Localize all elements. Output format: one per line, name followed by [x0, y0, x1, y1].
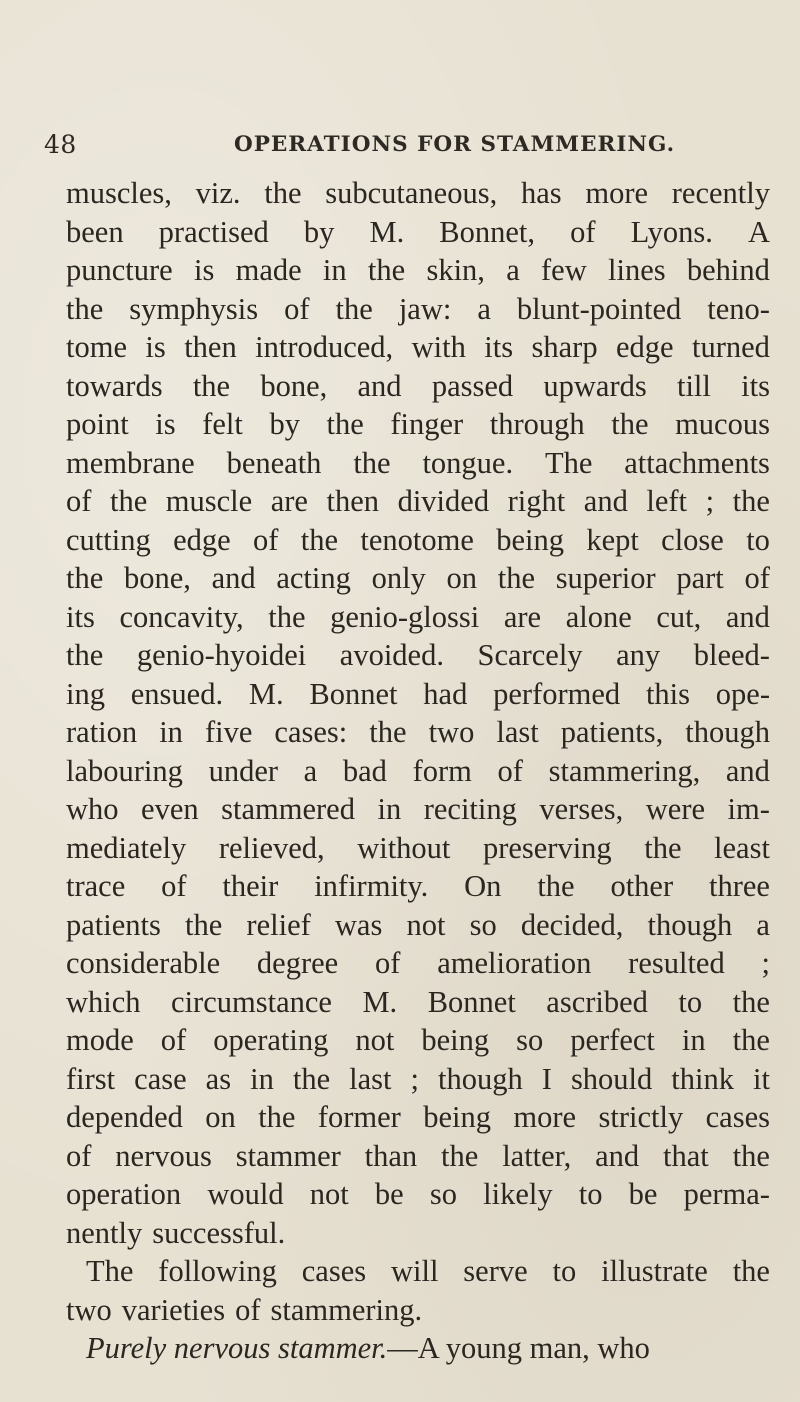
word: least — [714, 830, 770, 865]
word: ascribed — [546, 984, 648, 1019]
word: the — [192, 368, 231, 403]
word: ; — [705, 484, 715, 518]
word: has — [520, 176, 562, 210]
word: preserving — [482, 830, 612, 865]
word: think — [671, 1061, 734, 1096]
word: of — [284, 291, 310, 326]
word: nervous — [115, 1138, 212, 1173]
text-line — [66, 944, 770, 983]
word: behind — [686, 253, 770, 287]
word: to — [746, 522, 770, 557]
word: ; — [761, 946, 770, 980]
word: the — [185, 907, 223, 942]
word: the — [353, 445, 391, 480]
word: be — [628, 1177, 658, 1211]
text-line — [66, 1252, 770, 1291]
word: by — [269, 407, 300, 441]
word: two — [66, 1292, 112, 1327]
word: operation — [66, 1177, 182, 1211]
text-line — [66, 713, 770, 752]
word: finger — [390, 407, 464, 441]
word: relief — [246, 907, 311, 942]
word: the — [732, 1254, 770, 1288]
word: the — [644, 830, 682, 865]
word: that — [663, 1138, 709, 1173]
word: is — [155, 407, 176, 441]
word: A — [747, 214, 770, 249]
word: concavity, — [119, 599, 244, 634]
word: former — [317, 1100, 401, 1134]
word: as — [205, 1061, 232, 1096]
text-line — [66, 444, 770, 483]
word: were — [645, 792, 706, 826]
word: ing — [66, 676, 105, 711]
word: in — [377, 792, 402, 826]
word: puncture — [66, 253, 173, 287]
word: membrane — [66, 445, 195, 480]
word: the — [66, 638, 104, 672]
text-line — [66, 1021, 770, 1060]
word: Bonnet — [427, 984, 516, 1019]
word: only — [371, 561, 426, 595]
word: who — [66, 792, 119, 826]
word: sharp — [531, 330, 598, 364]
text-line — [66, 405, 770, 444]
text-line — [66, 1291, 770, 1330]
word: last — [496, 715, 539, 749]
text-line — [66, 867, 770, 906]
word: stammered — [221, 792, 355, 826]
word: should — [570, 1061, 653, 1096]
word: The — [544, 445, 593, 480]
text-line — [66, 598, 770, 637]
text-line — [66, 290, 770, 329]
word: with — [411, 330, 466, 364]
word: point — [66, 407, 129, 441]
word: following — [158, 1254, 277, 1288]
word: Bonnet, — [439, 214, 536, 249]
word: depended — [66, 1100, 183, 1134]
word: successful. — [152, 1215, 286, 1250]
word: the — [109, 484, 148, 518]
word: their — [222, 869, 279, 903]
word: nently — [66, 1215, 143, 1250]
word: in — [322, 253, 347, 287]
word: than — [364, 1138, 418, 1173]
word: its — [484, 330, 514, 364]
word: a — [756, 907, 770, 942]
word: symphysis — [129, 291, 259, 326]
word: even — [141, 792, 199, 826]
word: bad — [342, 753, 387, 788]
word: kept — [586, 522, 639, 557]
word: M. — [362, 984, 398, 1019]
word: cases — [705, 1100, 770, 1134]
word: so — [469, 907, 497, 942]
word: trace — [66, 869, 126, 903]
word: latter, — [502, 1138, 572, 1173]
word: then — [326, 484, 380, 518]
running-title: OPERATIONS FOR STAMMERING. — [234, 132, 676, 157]
word: though — [685, 715, 770, 749]
word: cutting — [66, 522, 151, 557]
word: by — [303, 214, 335, 249]
word: the — [732, 1138, 770, 1173]
word: Scarcely — [477, 638, 583, 672]
word: to — [678, 984, 703, 1019]
page-number: 48 — [44, 130, 77, 159]
word: stammer — [235, 1138, 341, 1173]
word: the — [732, 1023, 770, 1057]
text-line — [66, 174, 770, 213]
word: of — [66, 484, 92, 518]
word: though — [647, 907, 733, 942]
word: beneath — [226, 445, 322, 480]
text-line — [66, 251, 770, 290]
word: two — [428, 715, 475, 749]
text-line — [66, 1137, 770, 1176]
word: a — [477, 291, 491, 326]
word: which — [66, 984, 141, 1019]
word: in — [681, 1023, 706, 1057]
word: considerable — [66, 946, 221, 980]
word: M. — [369, 214, 405, 249]
word: on — [446, 561, 478, 595]
word: verses, — [539, 792, 624, 826]
word: being — [421, 1023, 490, 1057]
word: will — [390, 1254, 439, 1288]
word: the — [537, 869, 575, 903]
word: varieties — [121, 1292, 226, 1327]
word: ration — [66, 715, 138, 749]
word: the — [264, 176, 302, 210]
text-line — [66, 213, 770, 252]
word: few — [541, 253, 587, 287]
word: a — [506, 253, 520, 287]
word: the — [66, 291, 104, 326]
word: and — [583, 484, 628, 518]
word: of — [744, 561, 770, 595]
word: it — [753, 1061, 770, 1096]
word: im- — [727, 792, 770, 826]
word: so — [429, 1177, 457, 1211]
word: case — [134, 1061, 187, 1096]
word: the — [300, 522, 339, 557]
word: and — [725, 599, 770, 634]
word: the — [732, 484, 770, 518]
word: mode — [66, 1023, 134, 1057]
text-line — [66, 559, 770, 598]
text-line — [66, 829, 770, 868]
text-line — [66, 1175, 770, 1214]
word: of — [161, 869, 187, 903]
word: infirmity. — [314, 869, 429, 903]
word: perfect — [570, 1023, 655, 1057]
word: on — [205, 1100, 236, 1134]
word: relieved, — [218, 830, 325, 865]
running-head — [44, 130, 744, 170]
word: ; — [410, 1061, 419, 1096]
word: introduced, — [255, 330, 394, 364]
word: superior — [555, 561, 656, 595]
body-text — [66, 174, 770, 1368]
word: last — [349, 1061, 392, 1096]
word: decided, — [520, 907, 624, 942]
word: the — [441, 1138, 479, 1173]
word: illustrate — [601, 1254, 708, 1288]
word: ensued. — [130, 676, 224, 711]
word: then — [184, 330, 237, 364]
word: of — [252, 522, 279, 557]
word: genio-glossi — [330, 599, 480, 634]
word: left — [646, 484, 688, 518]
word: not — [355, 1023, 395, 1057]
word: Lyons. — [630, 214, 713, 249]
word: without — [357, 830, 451, 865]
word: not — [406, 907, 446, 942]
word: in — [250, 1061, 274, 1096]
word: turned — [692, 330, 770, 364]
word: serve — [463, 1254, 528, 1288]
word: the — [326, 407, 364, 441]
word: the — [367, 253, 406, 287]
word: edge — [173, 522, 231, 557]
word: and — [211, 561, 256, 595]
word: close — [661, 522, 724, 557]
word: the — [497, 561, 535, 595]
word: to — [578, 1177, 603, 1211]
word: felt — [202, 407, 243, 441]
word: recently — [671, 176, 770, 210]
word: alone — [565, 599, 632, 634]
word: in — [159, 715, 183, 749]
text-line — [66, 1098, 770, 1137]
word: tongue. — [422, 445, 514, 480]
word: jaw: — [398, 291, 452, 326]
word: blunt-pointed — [516, 291, 682, 326]
word: the — [335, 291, 373, 326]
word: amelioration — [437, 946, 592, 980]
text-line — [66, 328, 770, 367]
text-line — [66, 482, 770, 521]
word: lines — [608, 253, 666, 287]
word: form — [412, 753, 472, 788]
word: On — [464, 869, 502, 903]
word: operating — [213, 1023, 329, 1057]
word: to — [552, 1254, 577, 1288]
word: had — [423, 676, 468, 711]
word: Bonnet — [309, 676, 398, 711]
word: of — [66, 1138, 92, 1173]
word: been — [66, 214, 124, 249]
word: acting — [276, 561, 351, 595]
word: circumstance — [171, 984, 332, 1019]
word: through — [489, 407, 585, 441]
word: mucous — [675, 407, 770, 441]
word: cut, — [656, 599, 702, 634]
word: so — [516, 1023, 544, 1057]
word: avoided. — [339, 638, 444, 672]
word: degree — [256, 946, 339, 980]
word: genio-hyoidei — [136, 638, 307, 672]
word: M. — [248, 676, 284, 711]
text-line — [66, 983, 770, 1022]
word: tome — [66, 330, 127, 364]
word: of — [160, 1023, 187, 1057]
word: stammering, — [548, 753, 701, 788]
word: bleed- — [693, 638, 770, 672]
word: are — [503, 599, 542, 634]
word: more — [513, 1100, 577, 1134]
word: upwards — [543, 368, 647, 403]
word: practised — [158, 214, 269, 249]
word: of — [497, 753, 523, 788]
word: be — [374, 1177, 404, 1211]
text-line — [66, 906, 770, 945]
word: the — [66, 561, 104, 595]
word: till — [676, 368, 711, 403]
word: stammering. — [270, 1292, 423, 1327]
word: is — [145, 330, 166, 364]
word: its — [66, 599, 95, 634]
word: its — [741, 368, 770, 403]
word: tenotome — [360, 522, 474, 557]
word: this — [645, 676, 691, 711]
word: I — [541, 1061, 552, 1096]
word: the — [611, 407, 649, 441]
text-line — [66, 752, 770, 791]
word: towards — [66, 368, 163, 403]
word: the — [268, 599, 306, 634]
word: part — [676, 561, 724, 595]
word: a — [303, 753, 318, 788]
word: perma- — [683, 1177, 770, 1211]
word: made — [235, 253, 302, 287]
word: the — [369, 715, 407, 749]
word: of — [375, 946, 401, 980]
text-line — [66, 1214, 770, 1253]
word: would — [207, 1177, 284, 1211]
word: bone, — [260, 368, 328, 403]
word: bone, — [123, 561, 191, 595]
word: five — [204, 715, 253, 749]
word: was — [334, 907, 383, 942]
word: are — [270, 484, 308, 518]
text-line — [66, 367, 770, 406]
final-line — [66, 1329, 770, 1368]
section-heading-italic: Purely nervous stammer. — [86, 1331, 388, 1365]
word: ope- — [715, 676, 770, 711]
text-line — [66, 521, 770, 560]
word: being — [423, 1100, 492, 1134]
word: is — [193, 253, 215, 287]
word: viz. — [195, 176, 241, 210]
word: under — [208, 753, 279, 788]
word: teno- — [707, 291, 770, 326]
word: muscle — [165, 484, 253, 518]
word: the — [292, 1061, 331, 1096]
word: right — [507, 484, 566, 518]
word: subcutaneous, — [325, 176, 498, 210]
word: divided — [397, 484, 490, 518]
word: the — [732, 984, 770, 1019]
word: being — [496, 522, 564, 557]
word: cases — [301, 1254, 367, 1288]
word: more — [585, 176, 649, 210]
word: not — [309, 1177, 349, 1211]
word: patients, — [560, 715, 664, 749]
word: cases: — [274, 715, 348, 749]
word: patients — [66, 907, 161, 942]
word: edge — [616, 330, 674, 364]
word: resulted — [628, 946, 725, 980]
word: three — [709, 869, 770, 903]
word: likely — [483, 1177, 553, 1211]
word: and — [725, 753, 770, 788]
word: first — [66, 1061, 116, 1096]
word: performed — [493, 676, 621, 711]
word: passed — [431, 368, 514, 403]
text-line — [66, 1060, 770, 1099]
word: the — [258, 1100, 296, 1134]
word: labouring — [66, 753, 183, 788]
text-line — [66, 636, 770, 675]
word: other — [610, 869, 674, 903]
word: of — [570, 214, 596, 249]
word: The — [86, 1254, 134, 1288]
word: and — [357, 368, 402, 403]
word: though — [438, 1061, 523, 1096]
word: skin, — [426, 253, 485, 287]
word: attachments — [624, 445, 770, 480]
text-line — [66, 790, 770, 829]
word: mediately — [66, 830, 187, 865]
word: strictly — [598, 1100, 684, 1134]
word: and — [595, 1138, 640, 1173]
word: reciting — [423, 792, 517, 826]
word: muscles, — [66, 176, 172, 210]
word: of — [235, 1292, 261, 1327]
text-line — [66, 675, 770, 714]
final-line-rest: —A young man, who — [387, 1331, 650, 1365]
word: any — [616, 638, 661, 672]
